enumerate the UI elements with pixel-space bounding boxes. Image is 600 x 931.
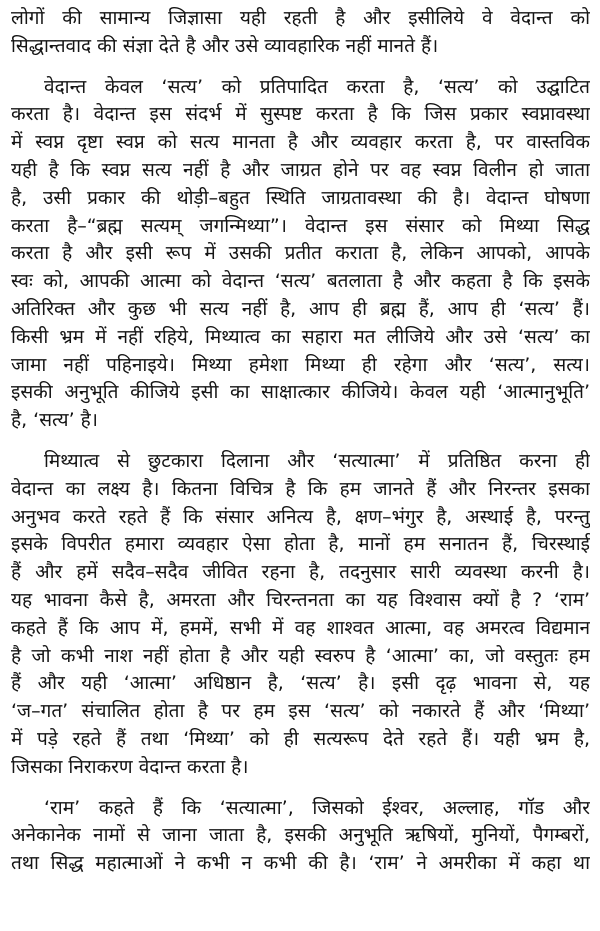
text-line: करता है और इसी रूप में उसकी प्रतीत कराता है, लेकिन आपको, आपके [11, 242, 590, 265]
paragraph-3 [11, 448, 590, 782]
paragraph-4 [11, 795, 590, 878]
text-line: अनेकानेक नामों से जाना जाता है, इसकी अनुभूति ऋषियों, मुनियों, पैगम्बरों, [11, 824, 590, 847]
text-line: इसकी अनुभूति कीजिये इसी का साक्षात्कार कीजिये। केवल यही ‘आत्मानुभूति’ [11, 381, 590, 404]
text-line: जामा नहीं पहिनाइये। मिथ्या हमेशा मिथ्या ही रहेगा और ‘सत्य’, सत्य। [11, 353, 590, 376]
text-line: करता है। वेदान्त इस संदर्भ में सुस्पष्ट करता है कि जिस प्रकार स्वप्नावस्था [11, 103, 590, 126]
text-line: इसके विपरीत हमारा व्यवहार ऐसा होता है, मानों हम सनातन हैं, चिरस्थाई [11, 533, 590, 556]
text-line: लोगों की सामान्य जिज्ञासा यही रहती है और इसीलिये वे वेदान्त को [11, 7, 590, 29]
document-page [11, 5, 590, 927]
text-line: हैं और हमें सदैव–सदैव जीवित रहना है, तदनुसार सारी व्यवस्था करनी है। [11, 561, 590, 584]
text-line: यह भावना कैसे है, अमरता और चिरन्तनता का यह विश्वास क्यों है ? ‘राम’ [11, 588, 590, 611]
text-line: मिथ्यात्व से छुटकारा दिलाना और ‘सत्यात्मा’ में प्रतिष्ठित करना ही [44, 449, 590, 472]
text-line: अतिरिक्त और कुछ भी सत्य नहीं है, आप ही ब्रह्म हैं, आप ही ‘सत्य’ हैं। [11, 297, 590, 320]
text-line: में स्वप्न दृष्टा स्वप्न को सत्य मानता है और व्यवहार करता है, पर वास्तविक [11, 131, 590, 154]
text-line: किसी भ्रम में नहीं रहिये, मिथ्यात्व का सहारा मत लीजिये और उसे ‘सत्य’ का [11, 325, 590, 348]
text-line: सिद्धान्तवाद की संज्ञा देते है और उसे व्यावहारिक नहीं मानते हैं। [11, 34, 439, 57]
text-line: ‘राम’ कहते हैं कि ‘सत्यात्मा’, जिसको ईश्वर, अल्लाह, गॉड और [44, 796, 590, 819]
text-line: अनुभव करते रहते हैं कि संसार अनित्य है, क्षण–भंगुर है, अस्थाई है, परन्तु [11, 505, 590, 528]
paragraph-2 [11, 74, 590, 435]
text-line: जिसका निराकरण वेदान्त करता है। [11, 755, 249, 778]
text-line: है, ‘सत्य’ है। [11, 409, 98, 432]
text-line: स्वः को, आपकी आत्मा को वेदान्त ‘सत्य’ बतलाता है और कहता है कि इसके [11, 270, 590, 293]
text-line: कहते हैं कि आप में, हममें, सभी में वह शाश्वत आत्मा, वह अमरत्व विद्यमान [11, 616, 590, 639]
text-line: तथा सिद्ध महात्माओं ने कभी न कभी की है। ‘राम’ ने अमरीका में कहा था [11, 852, 590, 875]
text-line: वेदान्त केवल ‘सत्य’ को प्रतिपादित करता है, ‘सत्य’ को उद्घाटित [44, 75, 590, 98]
text-line: हैं और यही ‘आत्मा’ अधिष्ठान है, ‘सत्य’ है। इसी दृढ़ भावना से, यह [11, 672, 590, 695]
text-line: है, उसी प्रकार की थोड़ी–बहुत स्थिति जाग्रतावस्था की है। वेदान्त घोषणा [11, 186, 590, 209]
text-line: करता है–“ब्रह्म सत्यम् जगन्मिथ्या”। वेदान्त इस संसार को मिथ्या सिद्ध [11, 214, 590, 237]
text-line: में पड़े रहते हैं तथा ‘मिथ्या’ को ही सत्यरूप देते रहते हैं। यही भ्रम है, [11, 727, 590, 750]
text-line: यही है कि स्वप्न सत्य नहीं है और जाग्रत होने पर वह स्वप्न विलीन हो जाता [11, 158, 590, 181]
text-line: है जो कभी नाश नहीं होता है और यही स्वरुप है ‘आत्मा’ का, जो वस्तुतः हम [11, 644, 590, 667]
paragraph-1 [11, 5, 590, 61]
text-line: ‘ज–गत’ संचालित होता है पर हम इस ‘सत्य’ को नकारते हैं और ‘मिथ्या’ [11, 700, 590, 723]
text-line: वेदान्त का लक्ष्य है। कितना विचित्र है कि हम जानते हैं और निरन्तर इसका [11, 477, 590, 500]
